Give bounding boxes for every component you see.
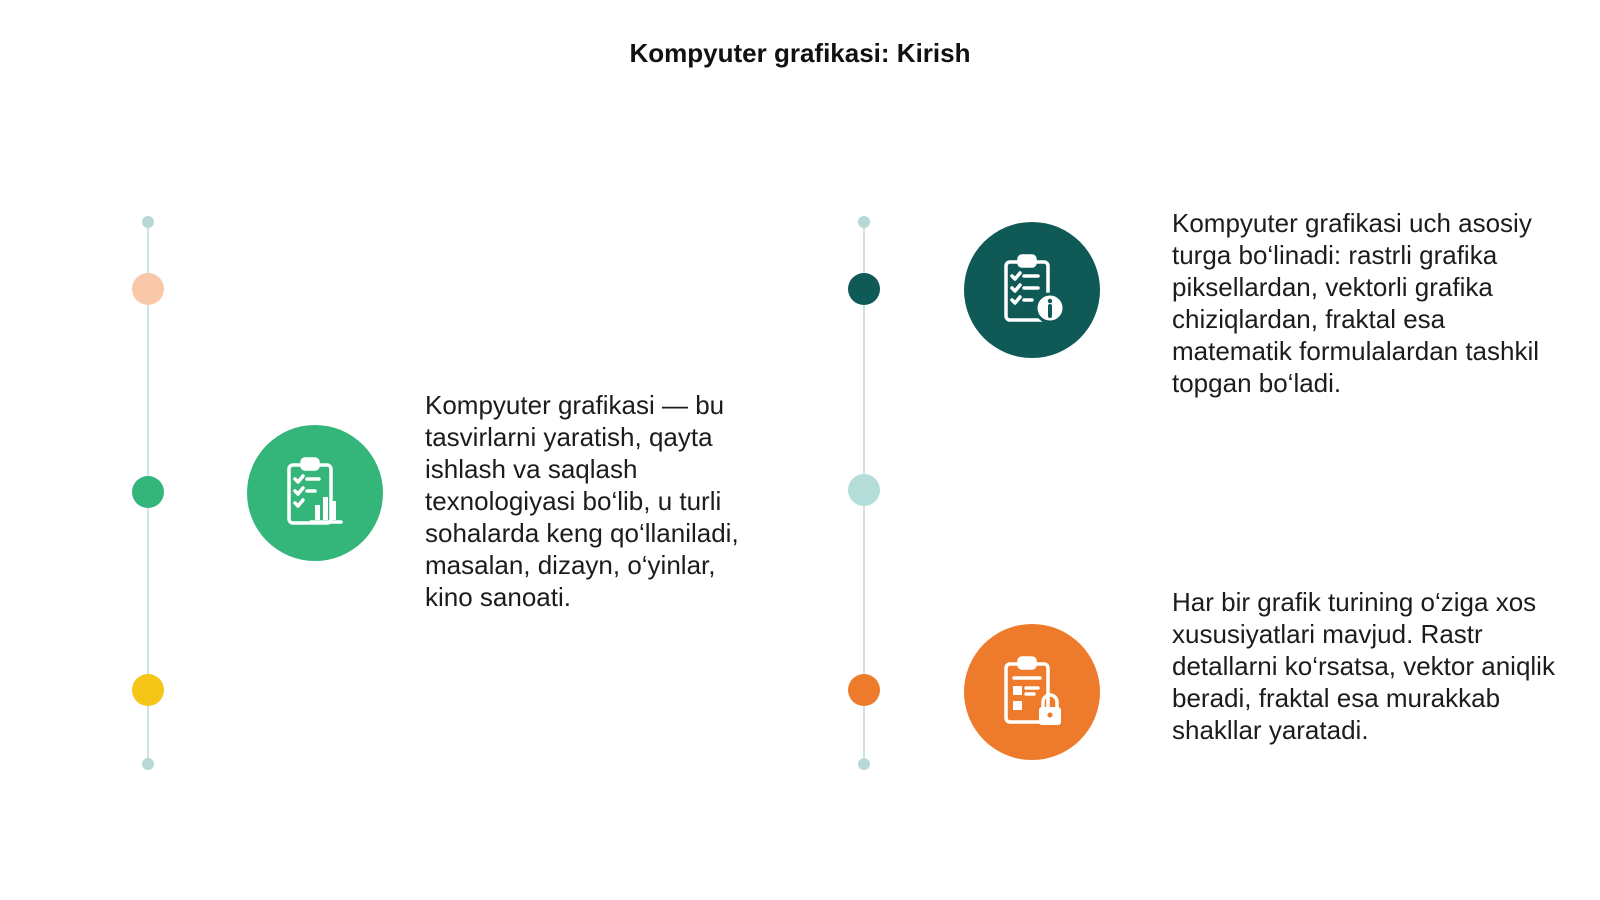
right-timeline-node-teal [848, 273, 880, 305]
clipboard-info-icon [992, 250, 1072, 330]
clipboard-chart-icon [275, 453, 355, 533]
right-timeline-node-light [848, 474, 880, 506]
clipboard-lock-icon [992, 652, 1072, 732]
clipboard-lock-circle [964, 624, 1100, 760]
item-1-text: Kompyuter grafikasi — bu tasvirlarni yaratish, qayta ishlash va saqlash texnologiyasi bo‘lib, u turli sohalarda keng qo‘llaniladi, masalan, dizayn, o‘yinlar, kino sanoati. [425, 390, 739, 612]
clipboard-chart-circle [247, 425, 383, 561]
item-2-text: Kompyuter grafikasi uch asosiy turga bo‘linadi: rastrli grafika piksellardan, vektorli grafika chiziqlardan, fraktal esa matematik formulalardan tashkil topgan bo‘ladi. [1172, 208, 1540, 398]
left-timeline-end-cap [142, 758, 154, 770]
left-timeline-node-green [132, 476, 164, 508]
right-timeline-start-cap [858, 216, 870, 228]
left-timeline-node-yellow [132, 674, 164, 706]
page-title: Kompyuter grafikasi: Kirish [629, 38, 971, 68]
left-timeline-node-peach [132, 273, 164, 305]
item-3-text: Har bir grafik turining o‘ziga xos xususiyatlari mavjud. Rastr detallarni ko‘rsatsa, vektor aniqlik beradi, fraktal esa murakkab shakllar yaratadi. [1172, 587, 1555, 745]
clipboard-info-circle [964, 222, 1100, 358]
right-timeline-node-orange [848, 674, 880, 706]
right-timeline-end-cap [858, 758, 870, 770]
left-timeline-start-cap [142, 216, 154, 228]
